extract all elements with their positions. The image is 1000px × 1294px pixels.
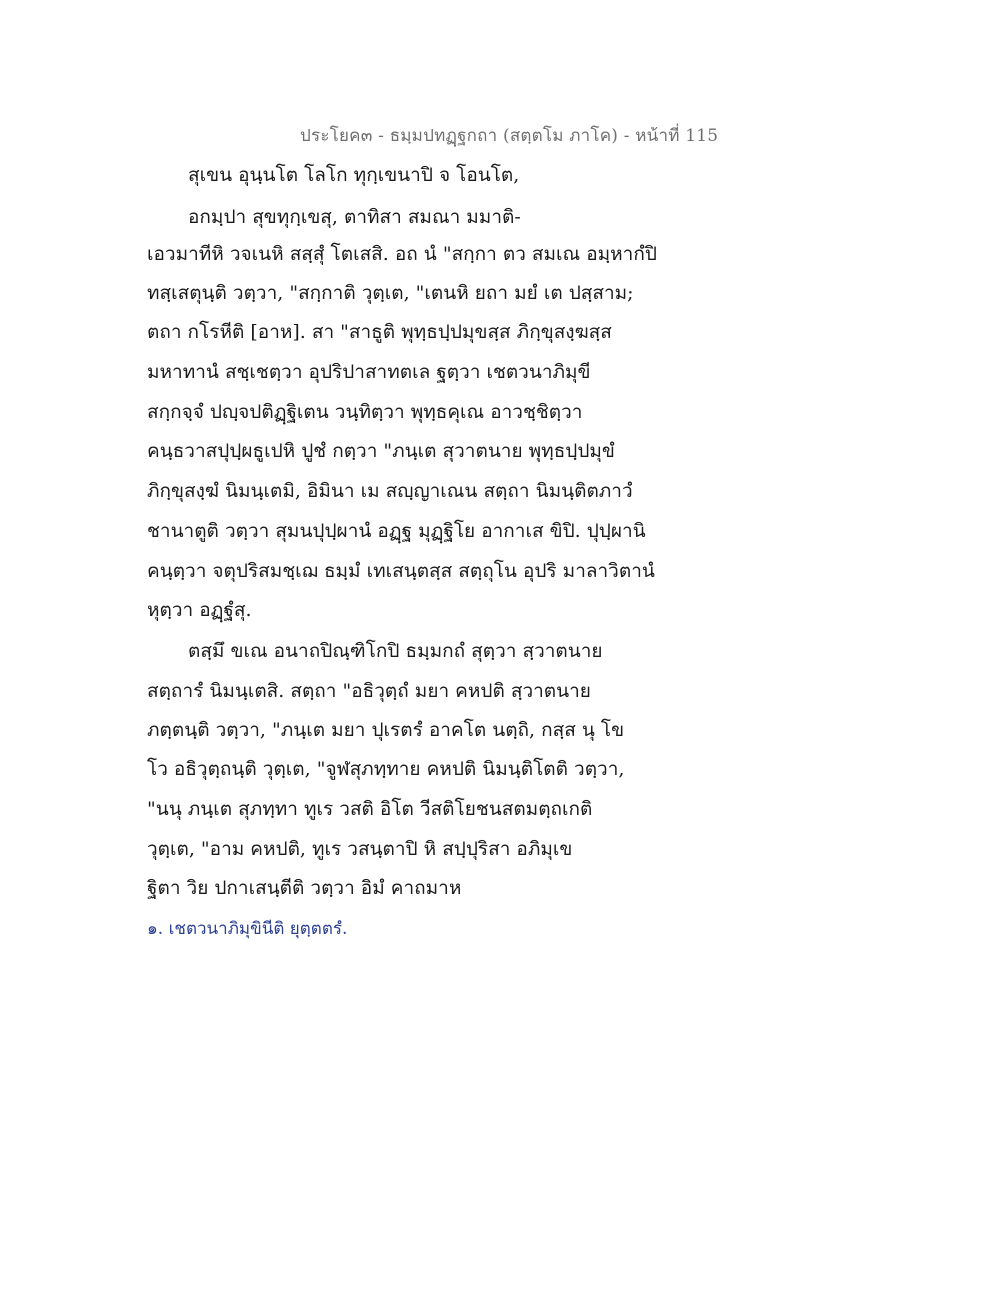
body-line-9: คนฺตฺวา จตุปริสมชฺเฌ ธมฺมํ เทเสนฺตสฺส สตฺถุโน อุปริ มาลาวิตานํ [147,560,655,582]
para2-line-7: ฐิตา วิย ปกาเสนฺตีติ วตฺวา อิมํ คาถมาห [147,877,462,899]
para2-line-3: ภตฺตนฺติ วตฺวา, "ภนฺเต มยา ปุเรตรํ อาคโต นตฺถิ, กสฺส นุ โข [147,719,625,741]
para2-line-5: "นนุ ภนฺเต สุภทฺทา ทูเร วสติ อิโต วีสติโยชนสตมตฺถเกติ [147,798,593,820]
body-line-10: หุตฺวา อฏฺฐํสุ. [147,599,252,621]
para2-line-4: โว อธิวุตฺถนฺติ วุตฺเต, "จูฬสุภทฺทาย คหปติ นิมนฺติโตติ วตฺวา, [147,758,625,780]
verse-line-2: อกมฺปา สุขทุกฺเขสุ, ตาทิสา สมณา มมาติ- [188,206,521,228]
body-line-4: มหาทานํ สชฺเชตฺวา อุปริปาสาทตเล ฐตฺวา เชตวนาภิมุขี [147,361,591,383]
body-line-1: เอวมาทีหิ วจเนหิ สสฺสุํ โตเสสิ. อถ นํ "สกฺกา ตว สมเณ อมฺหากํปิ [147,243,657,265]
body-line-2: ทสฺเสตุนฺติ วตฺวา, "สกฺกาติ วุตฺเต, "เตนหิ ยถา มยํ เต ปสฺสาม; [147,282,634,304]
body-line-6: คนฺธวาสปุปฺผธูเปหิ ปูชํ กตฺวา "ภนฺเต สุวาตนาย พุทฺธปฺปมุขํ [147,440,615,462]
para2-line-1: ตสฺมึ ขเณ อนาถปิณฺฑิโกปิ ธมฺมกถํ สุตฺวา สฺวาตนาย [188,640,603,662]
page-header: ประโยค๓ - ธมฺมปทฏฺฐกถา (สตฺตโม ภาโค) - หน้าที่ 115 [300,126,719,146]
verse-line-1: สุเขน อุนฺนโต โลโก ทุกฺเขนาปิ จ โอนโต, [188,164,520,186]
footnote: ๑. เชตวนาภิมุขินีติ ยุตฺตตรํ. [147,919,348,939]
body-line-5: สกฺกจฺจํ ปญฺจปติฏฺฐิเตน วนฺทิตฺวา พุทฺธคุเณ อาวชฺชิตฺวา [147,401,583,423]
body-line-7: ภิกฺขุสงฺฆํ นิมนฺเตมิ, อิมินา เม สญฺญาเณน สตฺถา นิมนฺติตภาวํ [147,480,633,502]
para2-line-2: สตฺถารํ นิมนฺเตสิ. สตฺถา "อธิวุตฺถํ มยา คหปติ สฺวาตนาย [147,680,591,702]
body-line-8: ชานาตูติ วตฺวา สุมนปุปฺผานํ อฏฺฐ มุฏฺฐิโย อากาเส ขิปิ. ปุปฺผานิ [147,520,646,542]
body-line-3: ตถา กโรหีติ [อาห]. สา "สาธูติ พุทฺธปฺปมุขสฺส ภิกฺขุสงฺฆสฺส [147,321,612,343]
para2-line-6: วุตฺเต, "อาม คหปติ, ทูเร วสนฺตาปิ หิ สปฺปุริสา อภิมุเข [147,838,573,860]
